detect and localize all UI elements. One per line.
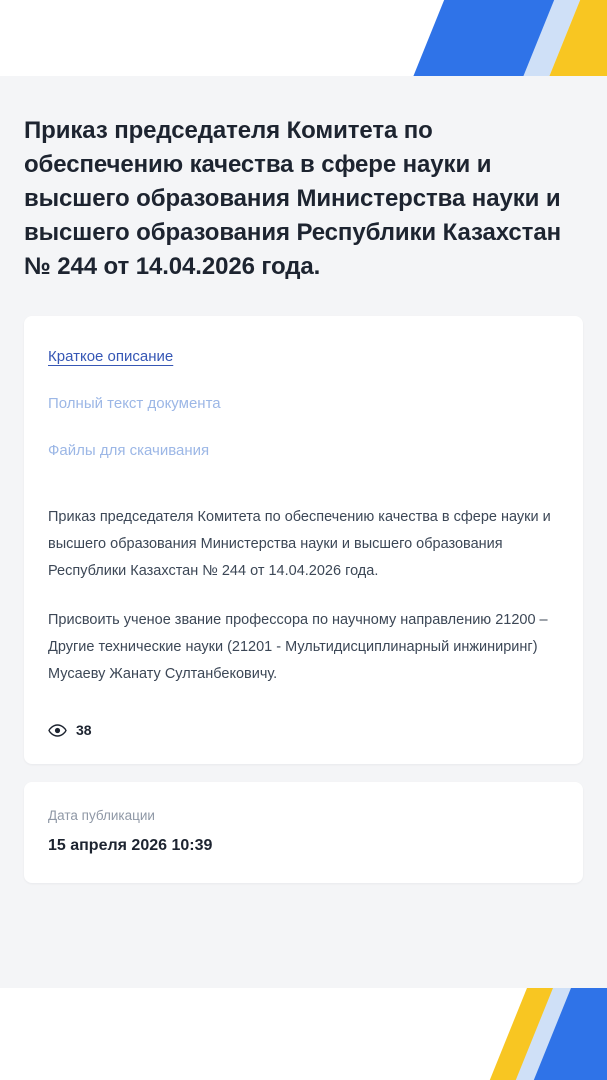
document-card — [24, 316, 583, 764]
decorative-bottom-band — [0, 988, 607, 1080]
view-counter — [48, 722, 559, 738]
tab-download-files[interactable]: Файлы для скачивания — [48, 442, 210, 460]
tab-short-description[interactable]: Краткое описание — [48, 348, 174, 366]
publication-date-value: 15 апреля 2026 10:39 — [48, 837, 213, 855]
view-count-value: 38 — [76, 722, 92, 739]
page-content — [0, 76, 607, 1080]
publication-date-label: Дата публикации — [48, 808, 155, 824]
document-paragraph-2: Присвоить ученое звание профессора по научному направлению 21200 – Другие технические науки (21201 - Мультидисциплинарный инжиниринг) Мусаеву Жанату Султанбековичу. — [48, 612, 548, 683]
document-tabs — [48, 348, 559, 460]
publication-card — [24, 782, 583, 883]
tab-full-text[interactable]: Полный текст документа — [48, 395, 221, 413]
document-card-body — [24, 316, 583, 764]
eye-icon — [48, 724, 67, 737]
page-title: Приказ председателя Комитета по обеспечению качества в сфере науки и высшего образования Министерства науки и высшего образования Республики Казахстан № 244 от 14.04.2026 года. — [24, 117, 561, 281]
decorative-top-band — [0, 0, 607, 76]
document-paragraph-1: Приказ председателя Комитета по обеспечению качества в сфере науки и высшего образования Министерства науки и высшего образования Республики Казахстан № 244 от 14.04.2026 года. — [48, 509, 551, 580]
